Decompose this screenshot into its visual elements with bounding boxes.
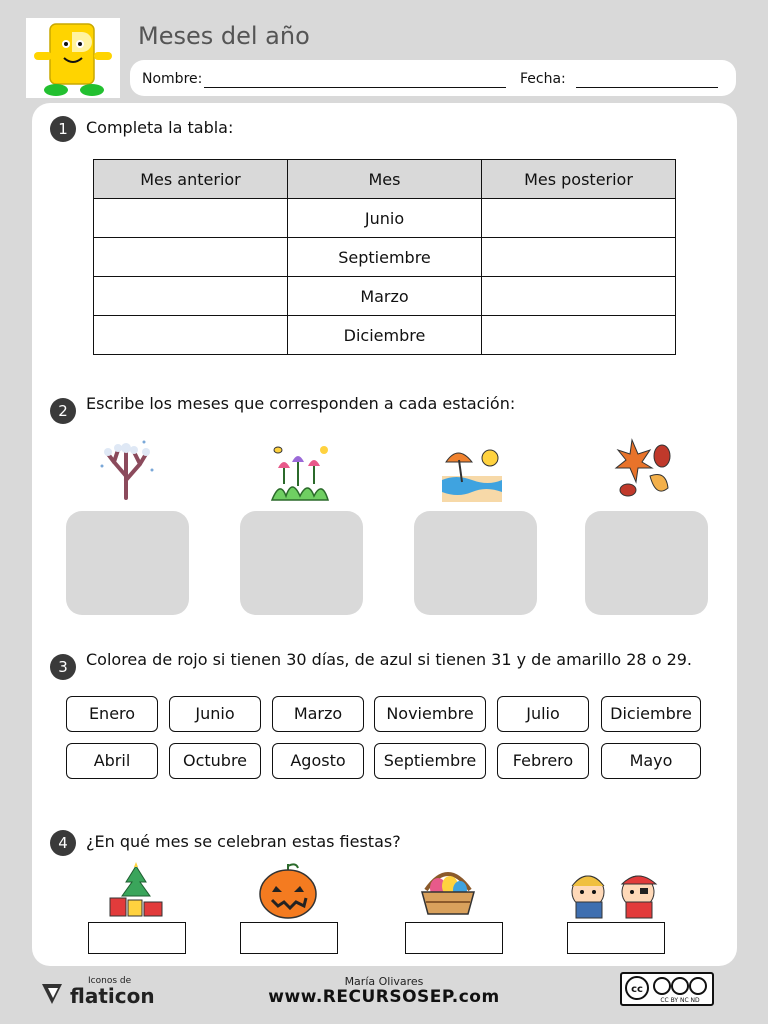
spring-flowers-icon (268, 440, 332, 504)
license-text: CC BY NC ND (660, 997, 700, 1004)
question-2-badge: 2 (50, 398, 76, 424)
question-2-text: Escribe los meses que corresponden a cada estación: (86, 394, 516, 413)
autumn-leaves-icon (610, 436, 674, 500)
month-pill[interactable]: Julio (497, 696, 589, 732)
month-pill[interactable]: Enero (66, 696, 158, 732)
month-pill[interactable]: Mayo (601, 743, 701, 779)
fiesta-answer-carnival[interactable] (567, 922, 665, 954)
name-label: Nombre: (142, 71, 203, 87)
header-previous: Mes anterior (94, 160, 288, 199)
fiesta-answer-halloween[interactable] (240, 922, 338, 954)
name-field[interactable] (204, 87, 506, 88)
answer-cell[interactable] (94, 199, 288, 238)
month-cell: Septiembre (288, 238, 482, 277)
season-answer-box-spring[interactable] (240, 511, 363, 615)
fiesta-answer-easter[interactable] (405, 922, 503, 954)
month-pill[interactable]: Abril (66, 743, 158, 779)
month-cell: Junio (288, 199, 482, 238)
months-table (93, 159, 676, 355)
logo (26, 18, 120, 98)
month-pill[interactable]: Diciembre (601, 696, 701, 732)
month-pill[interactable]: Septiembre (374, 743, 486, 779)
month-pill[interactable]: Noviembre (374, 696, 486, 732)
question-4-badge: 4 (50, 830, 76, 856)
month-pill[interactable]: Octubre (169, 743, 261, 779)
fiesta-answer-christmas[interactable] (88, 922, 186, 954)
answer-cell[interactable] (94, 316, 288, 355)
svg-text:cc: cc (631, 984, 643, 995)
month-cell: Marzo (288, 277, 482, 316)
flaticon-small-label: Iconos de (88, 976, 132, 986)
month-pill[interactable]: Febrero (497, 743, 589, 779)
author-name: María Olivares (344, 975, 424, 988)
site-link[interactable]: www.RECURSOSEP.com (268, 987, 500, 1007)
answer-cell[interactable] (482, 316, 676, 355)
easter-basket-icon (418, 862, 478, 920)
christmas-tree-icon (106, 862, 166, 920)
season-answer-box-summer[interactable] (414, 511, 537, 615)
question-1-text: Completa la tabla: (86, 118, 234, 137)
month-pill[interactable]: Agosto (272, 743, 364, 779)
question-4-text: ¿En qué mes se celebran estas fiestas? (86, 832, 401, 851)
answer-cell[interactable] (94, 238, 288, 277)
summer-beach-icon (440, 440, 504, 504)
month-cell: Diciembre (288, 316, 482, 355)
answer-cell[interactable] (482, 238, 676, 277)
header-next: Mes posterior (482, 160, 676, 199)
question-3-text: Colorea de rojo si tienen 30 días, de azul si tienen 31 y de amarillo 28 o 29. (86, 650, 693, 669)
carnival-costume-icon (566, 862, 626, 920)
month-pill[interactable]: Junio (169, 696, 261, 732)
date-field[interactable] (576, 87, 718, 88)
question-3-badge: 3 (50, 654, 76, 680)
answer-cell[interactable] (482, 199, 676, 238)
season-answer-box-winter[interactable] (66, 511, 189, 615)
header-month: Mes (288, 160, 482, 199)
winter-tree-icon (94, 436, 158, 500)
date-label: Fecha: (520, 71, 566, 87)
answer-cell[interactable] (482, 277, 676, 316)
page-title: Meses del año (138, 22, 310, 50)
cc-license-badge (620, 972, 714, 1006)
season-answer-box-autumn[interactable] (585, 511, 708, 615)
flaticon-brand: flaticon (70, 984, 155, 1008)
answer-cell[interactable] (94, 277, 288, 316)
question-1-badge: 1 (50, 116, 76, 142)
month-pill[interactable]: Marzo (272, 696, 364, 732)
name-date-bar (130, 60, 736, 96)
halloween-pumpkin-icon (258, 862, 318, 920)
